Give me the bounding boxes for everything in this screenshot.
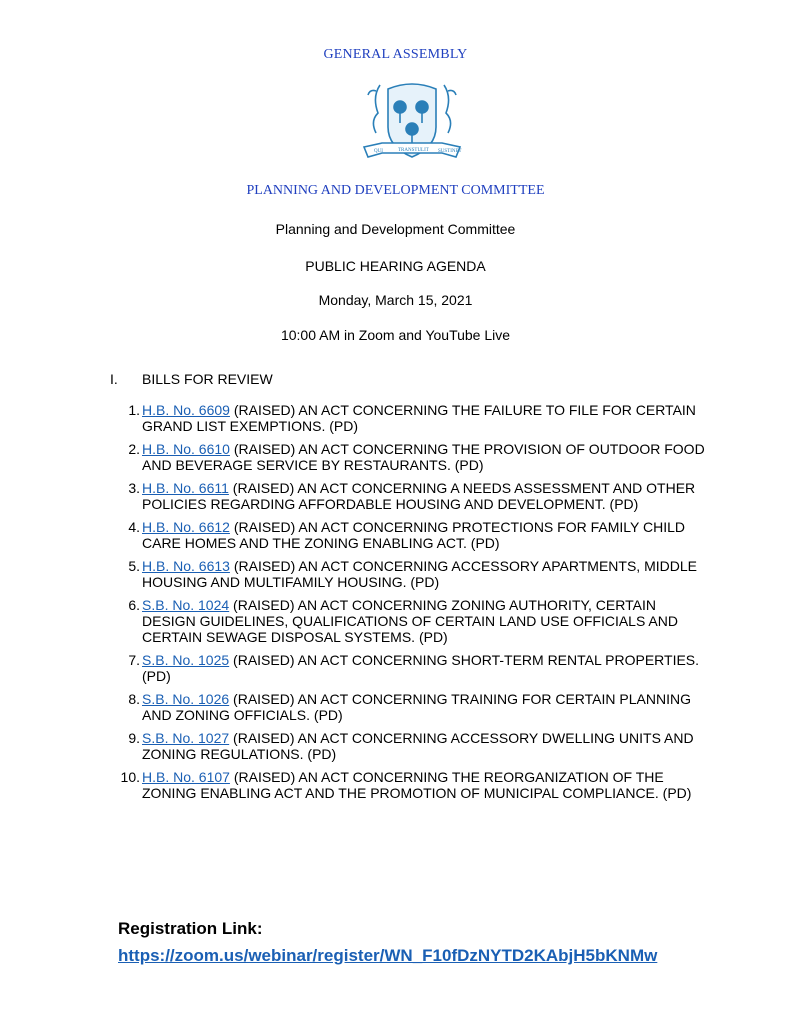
- seal-motto-right: SUSTINET: [438, 149, 462, 154]
- bill-description: (RAISED) AN ACT CONCERNING PROTECTIONS FOR FAMILY CHILD CARE HOMES AND THE ZONING ENABLING ACT. (PD): [142, 519, 685, 551]
- section-heading: [110, 371, 273, 387]
- bill-link[interactable]: H.B. No. 6107: [142, 769, 230, 785]
- list-item: [110, 769, 710, 801]
- list-item: [110, 558, 710, 590]
- bill-number: 2.: [128, 441, 140, 457]
- bill-number: 8.: [128, 691, 140, 707]
- bill-link[interactable]: S.B. No. 1025: [142, 652, 230, 668]
- hearing-time-location: 10:00 AM in Zoom and YouTube Live: [280, 327, 511, 343]
- bill-link[interactable]: S.B. No. 1027: [142, 730, 230, 746]
- bill-link[interactable]: H.B. No. 6613: [142, 558, 230, 574]
- list-item: [110, 480, 710, 512]
- list-item: [110, 652, 710, 684]
- list-item: [110, 691, 710, 723]
- section-number: I.: [110, 371, 118, 387]
- section-title: BILLS FOR REVIEW: [142, 371, 273, 387]
- bill-number: 6.: [128, 597, 140, 613]
- bill-number: 3.: [128, 480, 140, 496]
- list-item: [110, 597, 710, 645]
- registration-label: Registration Link:: [118, 919, 263, 938]
- hearing-date: Monday, March 15, 2021: [318, 292, 473, 308]
- list-item: [110, 730, 710, 762]
- general-assembly-heading: GENERAL ASSEMBLY: [323, 47, 468, 62]
- bill-description: (RAISED) AN ACT CONCERNING ACCESSORY DWELLING UNITS AND ZONING REGULATIONS. (PD): [142, 730, 694, 762]
- bill-description: (RAISED) AN ACT CONCERNING A NEEDS ASSESSMENT AND OTHER POLICIES REGARDING AFFORDABLE HOUSING AND DEVELOPMENT. (PD): [142, 480, 696, 512]
- bill-link[interactable]: H.B. No. 6612: [142, 519, 230, 535]
- bill-link[interactable]: H.B. No. 6610: [142, 441, 230, 457]
- list-item: [110, 519, 710, 551]
- bill-number: 1.: [128, 402, 140, 418]
- bill-number: 5.: [128, 558, 140, 574]
- seal-motto-center: TRANSTULIT: [398, 148, 429, 153]
- bill-link[interactable]: S.B. No. 1026: [142, 691, 230, 707]
- seal-motto-left: QUI: [374, 149, 383, 154]
- state-seal-icon: [358, 77, 466, 175]
- bill-number: 10.: [120, 769, 140, 785]
- list-item: [110, 441, 710, 473]
- bill-description: (RAISED) AN ACT CONCERNING ACCESSORY APARTMENTS, MIDDLE HOUSING AND MULTIFAMILY HOUSING. (PD): [142, 558, 697, 590]
- bill-link[interactable]: H.B. No. 6609: [142, 402, 230, 418]
- bill-description: (RAISED) AN ACT CONCERNING THE FAILURE TO FILE FOR CERTAIN GRAND LIST EXEMPTIONS. (PD): [142, 402, 696, 434]
- registration-link[interactable]: https://zoom.us/webinar/register/WN_F10fDzNYTD2KAbjH5bKNMw: [118, 946, 658, 965]
- list-item: [110, 402, 710, 434]
- agenda-title: PUBLIC HEARING AGENDA: [305, 258, 486, 274]
- bill-list: [110, 402, 710, 808]
- bill-number: 9.: [128, 730, 140, 746]
- bill-description: (RAISED) AN ACT CONCERNING TRAINING FOR CERTAIN PLANNING AND ZONING OFFICIALS. (PD): [142, 691, 691, 723]
- bill-description: (RAISED) AN ACT CONCERNING ZONING AUTHORITY, CERTAIN DESIGN GUIDELINES, QUALIFICATIONS OF CERTAIN LAND USE OFFICIALS AND CERTAIN SEWAGE DISPOSAL SYSTEMS. (PD): [142, 597, 678, 645]
- bill-number: 4.: [128, 519, 140, 535]
- bill-number: 7.: [128, 652, 140, 668]
- committee-heading: PLANNING AND DEVELOPMENT COMMITTEE: [246, 183, 545, 198]
- bill-description: (RAISED) AN ACT CONCERNING THE PROVISION OF OUTDOOR FOOD AND BEVERAGE SERVICE BY RESTAURANTS. (PD): [142, 441, 705, 473]
- committee-line: Planning and Development Committee: [275, 221, 516, 237]
- bill-link[interactable]: H.B. No. 6611: [142, 480, 229, 496]
- bill-link[interactable]: S.B. No. 1024: [142, 597, 230, 613]
- bill-description: (RAISED) AN ACT CONCERNING SHORT-TERM RENTAL PROPERTIES. (PD): [142, 652, 700, 684]
- bill-description: (RAISED) AN ACT CONCERNING THE REORGANIZATION OF THE ZONING ENABLING ACT AND THE PROMOTION OF MUNICIPAL COMPLIANCE. (PD): [142, 769, 692, 801]
